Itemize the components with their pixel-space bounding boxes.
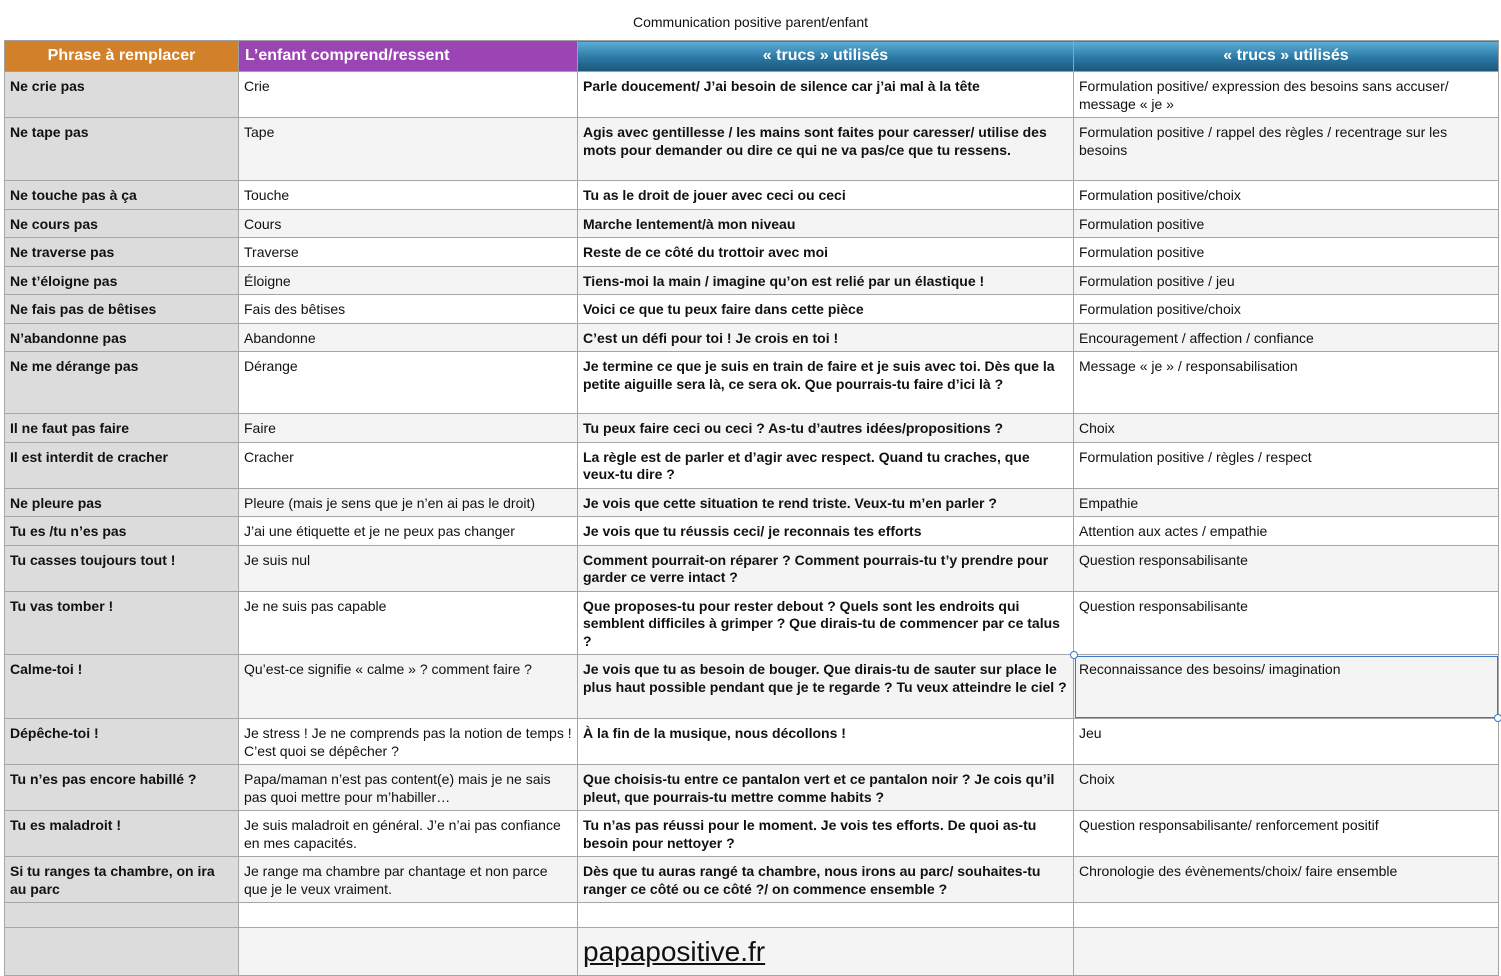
cell-truc-selected[interactable] xyxy=(1074,655,1499,719)
cell-truc[interactable]: Choix xyxy=(1074,765,1499,811)
selection-handle-bottom-right[interactable] xyxy=(1494,714,1501,722)
cell-alternative[interactable]: Que choisis-tu entre ce pantalon vert et ce pantalon noir ? Je cois qu’il pleut, que pourrais-tu mettre comme habits ? xyxy=(578,765,1074,811)
cell-phrase[interactable]: Tu vas tomber ! xyxy=(5,591,239,655)
cell-truc[interactable]: Formulation positive xyxy=(1074,209,1499,238)
cell-phrase[interactable]: Ne tape pas xyxy=(5,118,239,181)
table-row xyxy=(5,352,1499,414)
cell-alternative[interactable]: Dès que tu auras rangé ta chambre, nous irons au parc/ souhaites-tu ranger ce côté ou ce côté ?/ on commence ensemble ? xyxy=(578,857,1074,903)
table-row xyxy=(5,72,1499,118)
table-row xyxy=(5,442,1499,488)
cell-ressenti[interactable]: Touche xyxy=(239,181,578,210)
cell-phrase[interactable]: Tu es maladroit ! xyxy=(5,811,239,857)
table-row xyxy=(5,266,1499,295)
cell-phrase[interactable]: Dépêche-toi ! xyxy=(5,719,239,765)
table-row xyxy=(5,118,1499,181)
cell-truc[interactable]: Formulation positive / jeu xyxy=(1074,266,1499,295)
cell-phrase[interactable]: Tu es /tu n’es pas xyxy=(5,517,239,546)
cell-ressenti[interactable]: Cracher xyxy=(239,442,578,488)
cell-phrase[interactable]: Ne cours pas xyxy=(5,209,239,238)
cell-alternative[interactable]: Marche lentement/à mon niveau xyxy=(578,209,1074,238)
header-trucs-technique[interactable]: « trucs » utilisés xyxy=(1074,41,1499,72)
cell-truc[interactable]: Formulation positive xyxy=(1074,238,1499,267)
cell-phrase[interactable]: Ne pleure pas xyxy=(5,488,239,517)
header-ressenti[interactable]: L’enfant comprend/ressent xyxy=(239,41,578,72)
table-row-footer xyxy=(5,928,1499,976)
cell-ressenti[interactable]: Papa/maman n’est pas content(e) mais je ne sais pas quoi mettre pour m’habiller… xyxy=(239,765,578,811)
cell-truc[interactable]: Choix xyxy=(1074,414,1499,443)
cell-phrase[interactable]: Si tu ranges ta chambre, on ira au parc xyxy=(5,857,239,903)
cell-alternative[interactable]: Je vois que cette situation te rend triste. Veux-tu m’en parler ? xyxy=(578,488,1074,517)
cell-truc[interactable]: Empathie xyxy=(1074,488,1499,517)
cell-phrase[interactable]: Il ne faut pas faire xyxy=(5,414,239,443)
cell-ressenti[interactable]: J’ai une étiquette et je ne peux pas changer xyxy=(239,517,578,546)
cell-alternative[interactable]: Tu n’as pas réussi pour le moment. Je vois tes efforts. De quoi as-tu besoin pour nettoyer ? xyxy=(578,811,1074,857)
communication-table xyxy=(4,40,1499,976)
table-row xyxy=(5,181,1499,210)
table-row xyxy=(5,517,1499,546)
cell-truc[interactable] xyxy=(1074,903,1499,928)
cell-alternative[interactable]: Tu peux faire ceci ou ceci ? As-tu d’autres idées/propositions ? xyxy=(578,414,1074,443)
header-row xyxy=(5,41,1499,72)
cell-alternative[interactable]: La règle est de parler et d’agir avec respect. Quand tu craches, que veux-tu dire ? xyxy=(578,442,1074,488)
table-row xyxy=(5,655,1499,719)
cell-phrase[interactable]: Ne crie pas xyxy=(5,72,239,118)
cell-phrase[interactable]: N’abandonne pas xyxy=(5,323,239,352)
cell-alternative[interactable]: C’est un défi pour toi ! Je crois en toi ! xyxy=(578,323,1074,352)
cell-phrase[interactable]: Il est interdit de cracher xyxy=(5,442,239,488)
table-row-empty xyxy=(5,903,1499,928)
cell-ressenti[interactable]: Pleure (mais je sens que je n’en ai pas le droit) xyxy=(239,488,578,517)
cell-ressenti[interactable]: Je suis nul xyxy=(239,545,578,591)
selection-handle-top-left[interactable] xyxy=(1070,651,1078,659)
cell-ressenti[interactable]: Abandonne xyxy=(239,323,578,352)
cell-phrase[interactable]: Ne fais pas de bêtises xyxy=(5,295,239,324)
cell-truc[interactable]: Message « je » / responsabilisation xyxy=(1074,352,1499,414)
cell-ressenti[interactable]: Éloigne xyxy=(239,266,578,295)
cell-phrase[interactable]: Calme-toi ! xyxy=(5,655,239,719)
table-row xyxy=(5,719,1499,765)
cell-ressenti[interactable]: Tape xyxy=(239,118,578,181)
table-row xyxy=(5,295,1499,324)
cell-alternative[interactable]: Je vois que tu as besoin de bouger. Que dirais-tu de sauter sur place le plus haut possible pendant que je te regarde ? Tu veux atteindre le ciel ? xyxy=(578,655,1074,719)
header-trucs-alternative[interactable]: « trucs » utilisés xyxy=(578,41,1074,72)
cell-truc[interactable]: Formulation positive / rappel des règles / recentrage sur les besoins xyxy=(1074,118,1499,181)
cell-truc[interactable]: Formulation positive / règles / respect xyxy=(1074,442,1499,488)
cell-ressenti[interactable]: Je stress ! Je ne comprends pas la notion de temps ! C’est quoi se dépêcher ? xyxy=(239,719,578,765)
cell-truc[interactable]: Formulation positive/choix xyxy=(1074,295,1499,324)
cell-phrase[interactable] xyxy=(5,928,239,976)
cell-ressenti[interactable]: Je suis maladroit en général. J’e n’ai pas confiance en mes capacités. xyxy=(239,811,578,857)
cell-truc[interactable]: Formulation positive/choix xyxy=(1074,181,1499,210)
cell-truc[interactable] xyxy=(1074,928,1499,976)
cell-alternative[interactable]: Reste de ce côté du trottoir avec moi xyxy=(578,238,1074,267)
cell-alternative[interactable]: Voici ce que tu peux faire dans cette pièce xyxy=(578,295,1074,324)
cell-alternative[interactable]: Tiens-moi la main / imagine qu’on est relié par un élastique ! xyxy=(578,266,1074,295)
cell-truc[interactable]: Chronologie des évènements/choix/ faire ensemble xyxy=(1074,857,1499,903)
table-row xyxy=(5,238,1499,267)
cell-alternative[interactable]: Comment pourrait-on réparer ? Comment pourrais-tu t’y prendre pour garder ce verre intact ? xyxy=(578,545,1074,591)
cell-phrase[interactable]: Ne traverse pas xyxy=(5,238,239,267)
table-row xyxy=(5,811,1499,857)
cell-alternative[interactable]: Parle doucement/ J’ai besoin de silence car j’ai mal à la tête xyxy=(578,72,1074,118)
document-title: Communication positive parent/enfant xyxy=(632,14,869,30)
cell-alternative[interactable] xyxy=(578,928,1074,976)
table-row xyxy=(5,414,1499,443)
cell-truc[interactable]: Encouragement / affection / confiance xyxy=(1074,323,1499,352)
table-row xyxy=(5,488,1499,517)
table-row xyxy=(5,545,1499,591)
cell-phrase[interactable]: Ne touche pas à ça xyxy=(5,181,239,210)
cell-ressenti[interactable]: Je ne suis pas capable xyxy=(239,591,578,655)
cell-truc-text: Reconnaissance des besoins/ imagination xyxy=(1079,661,1341,677)
cell-truc[interactable]: Formulation positive/ expression des besoins sans accuser/ message « je » xyxy=(1074,72,1499,118)
cell-truc[interactable]: Question responsabilisante/ renforcement positif xyxy=(1074,811,1499,857)
cell-phrase[interactable]: Tu n’es pas encore habillé ? xyxy=(5,765,239,811)
cell-truc[interactable]: Attention aux actes / empathie xyxy=(1074,517,1499,546)
cell-phrase[interactable]: Tu casses toujours tout ! xyxy=(5,545,239,591)
cell-ressenti[interactable]: Crie xyxy=(239,72,578,118)
cell-phrase[interactable] xyxy=(5,903,239,928)
cell-phrase[interactable]: Ne me dérange pas xyxy=(5,352,239,414)
cell-truc[interactable]: Question responsabilisante xyxy=(1074,545,1499,591)
cell-ressenti[interactable]: Fais des bêtises xyxy=(239,295,578,324)
cell-truc[interactable]: Jeu xyxy=(1074,719,1499,765)
cell-ressenti[interactable]: Qu’est-ce signifie « calme » ? comment faire ? xyxy=(239,655,578,719)
website-link[interactable]: papapositive.fr xyxy=(583,936,766,967)
table-row xyxy=(5,323,1499,352)
cell-alternative[interactable]: Que proposes-tu pour rester debout ? Quels sont les endroits qui semblent difficiles à grimper ? Que dirais-tu de commencer par ce talus ? xyxy=(578,591,1074,655)
table-row xyxy=(5,209,1499,238)
header-phrase[interactable]: Phrase à remplacer xyxy=(5,41,239,72)
cell-ressenti[interactable]: Faire xyxy=(239,414,578,443)
cell-ressenti[interactable]: Dérange xyxy=(239,352,578,414)
cell-alternative[interactable] xyxy=(578,903,1074,928)
cell-alternative[interactable]: Je termine ce que je suis en train de faire et je suis avec toi. Dès que la petite aiguille sera là, ce sera ok. Que pourrais-tu faire d’ici là ? xyxy=(578,352,1074,414)
cell-alternative[interactable]: À la fin de la musique, nous décollons ! xyxy=(578,719,1074,765)
cell-phrase[interactable]: Ne t’éloigne pas xyxy=(5,266,239,295)
cell-alternative[interactable]: Agis avec gentillesse / les mains sont faites pour caresser/ utilise des mots pour demander ou dire ce qui ne va pas/ce que tu ressens. xyxy=(578,118,1074,181)
cell-alternative[interactable]: Tu as le droit de jouer avec ceci ou ceci xyxy=(578,181,1074,210)
table-row xyxy=(5,765,1499,811)
table-row xyxy=(5,857,1499,903)
cell-ressenti[interactable]: Je range ma chambre par chantage et non parce que je le veux vraiment. xyxy=(239,857,578,903)
cell-truc[interactable]: Question responsabilisante xyxy=(1074,591,1499,655)
cell-ressenti[interactable]: Traverse xyxy=(239,238,578,267)
table-row xyxy=(5,591,1499,655)
cell-ressenti[interactable]: Cours xyxy=(239,209,578,238)
cell-ressenti[interactable] xyxy=(239,903,578,928)
cell-ressenti[interactable] xyxy=(239,928,578,976)
cell-alternative[interactable]: Je vois que tu réussis ceci/ je reconnais tes efforts xyxy=(578,517,1074,546)
